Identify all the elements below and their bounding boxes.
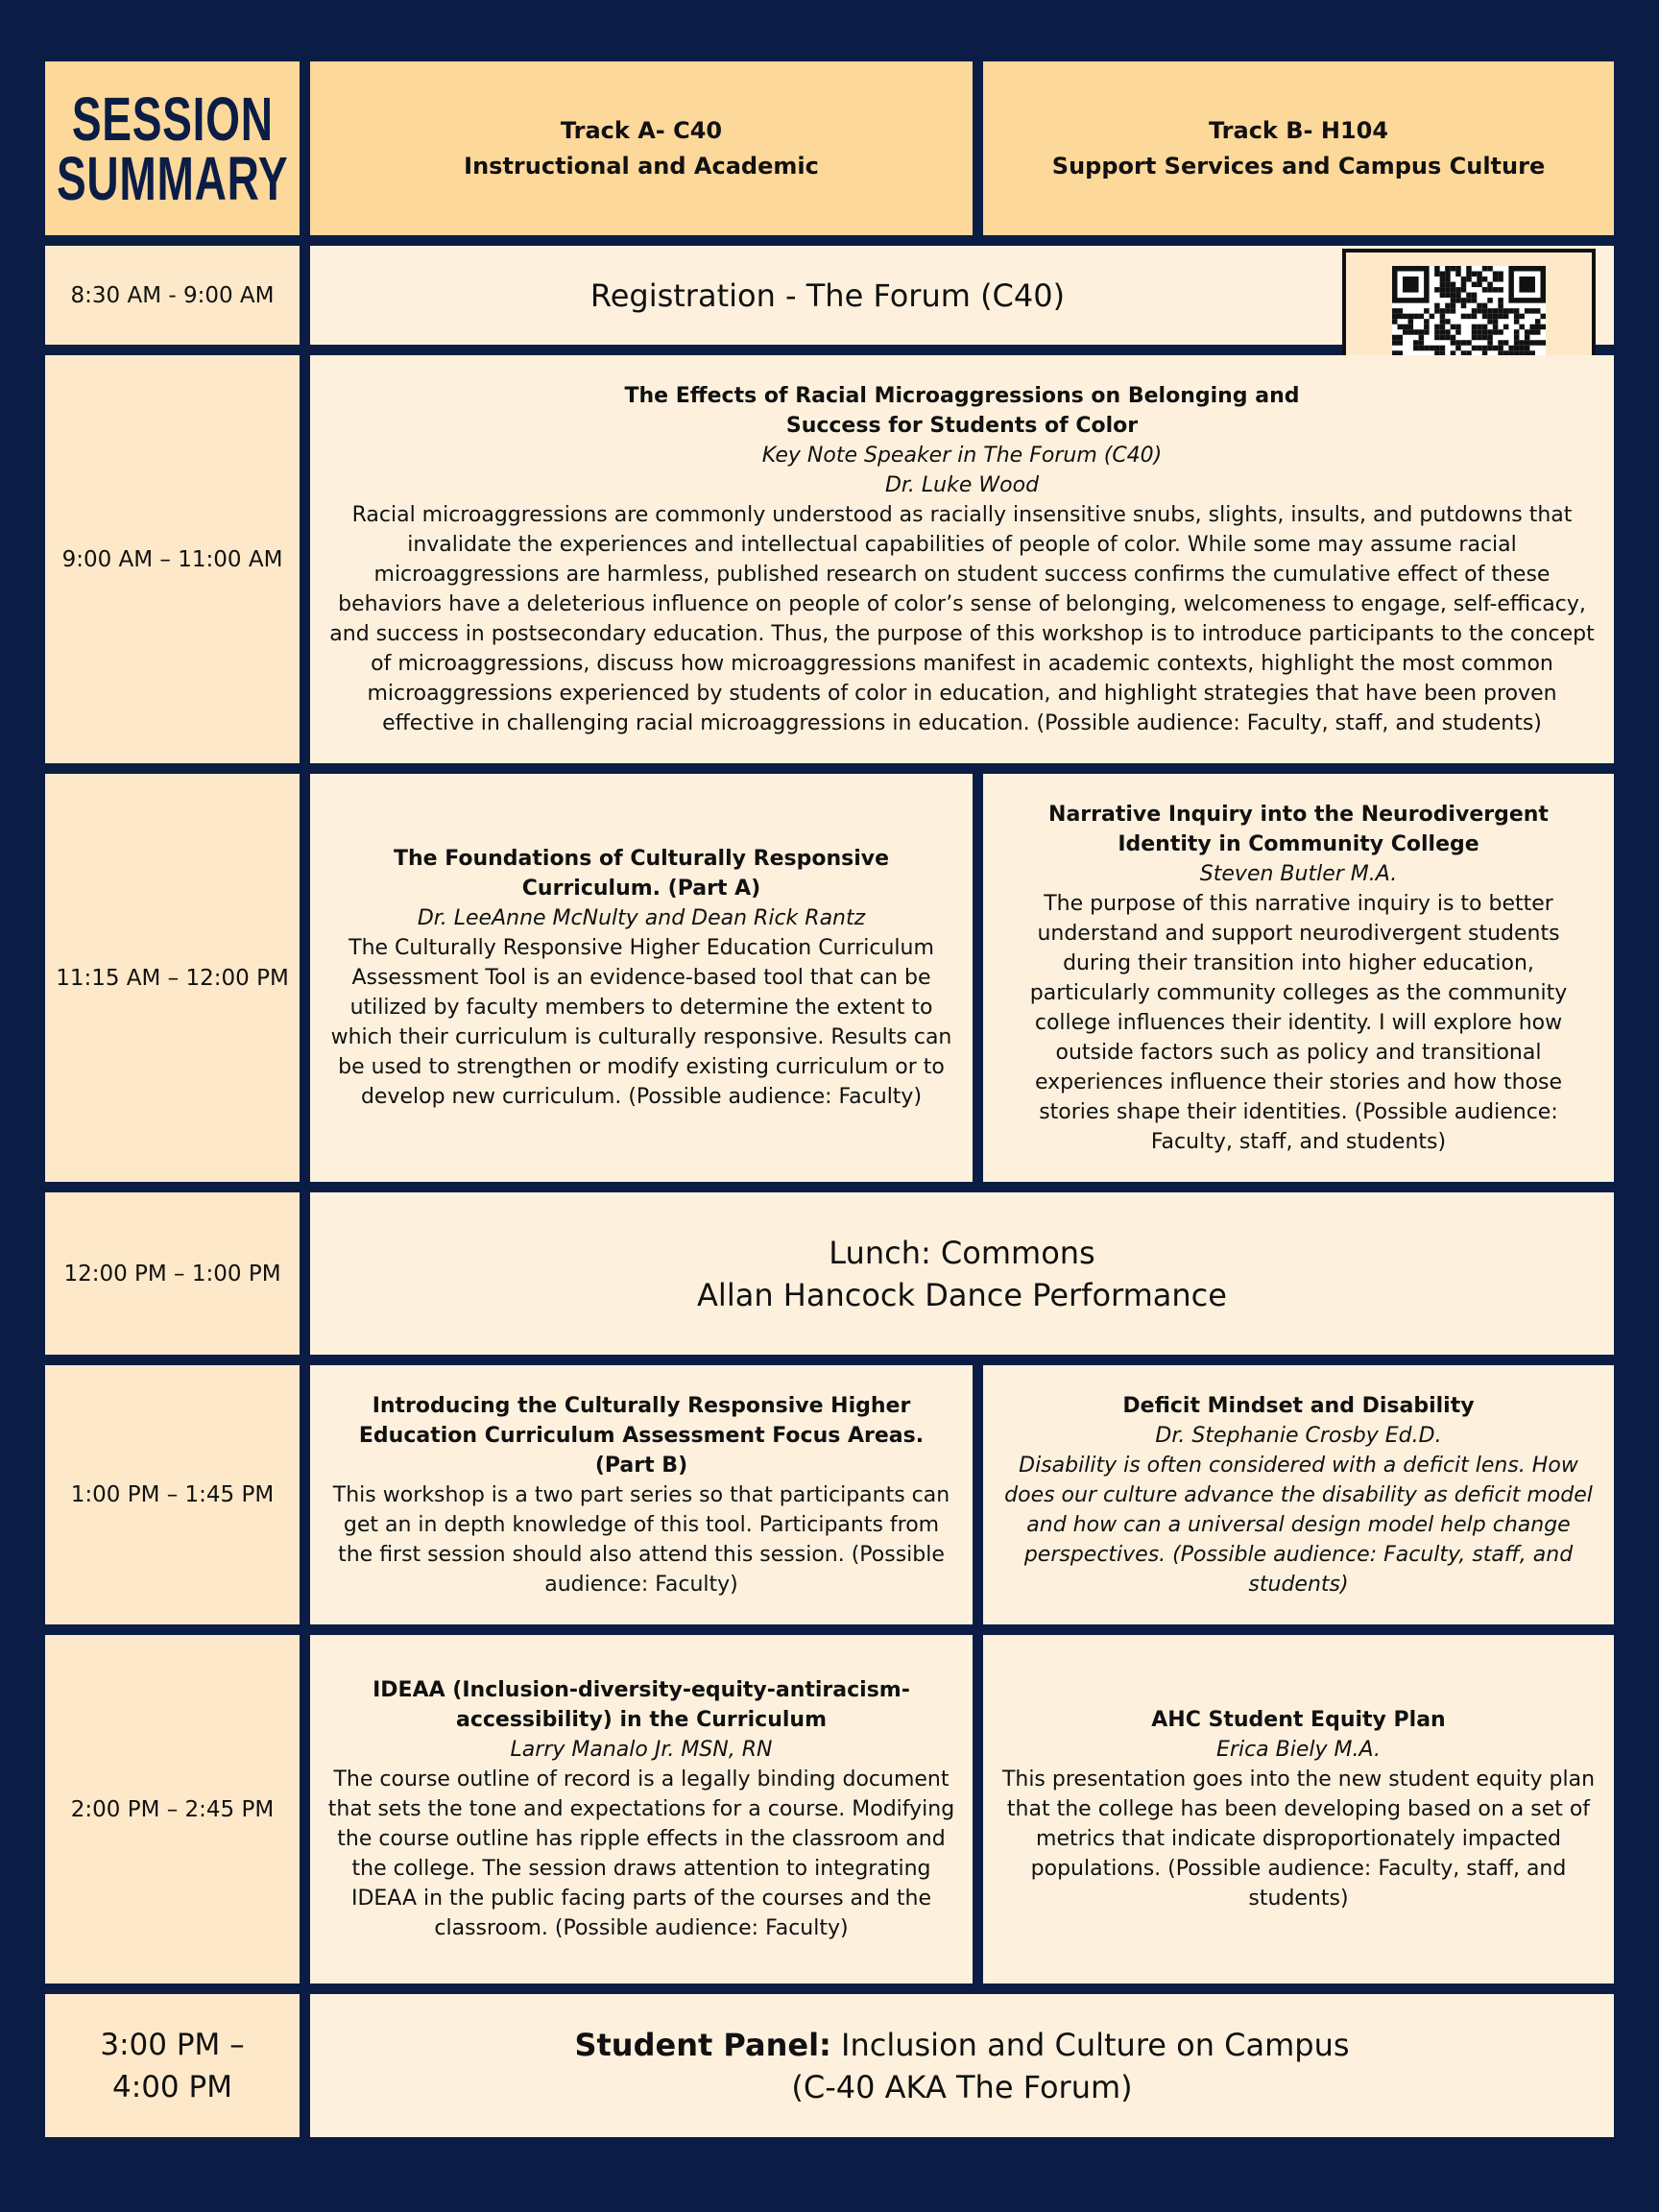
session-5b-speaker: Dr. Stephanie Crosby Ed.D. [1155, 1423, 1442, 1448]
session-5b [983, 1365, 1614, 1624]
time-slot-row2: 9:00 AM – 11:00 AM [45, 355, 300, 763]
time-slot-row1: 8:30 AM - 9:00 AM [45, 246, 300, 345]
title-line-2: SUMMARY [56, 143, 289, 213]
session-3b-speaker: Steven Butler M.A. [1199, 861, 1398, 886]
session-5b-description: Disability is often considered with a deficit lens. How does our culture advance the disability as deficit model and how can a universal design model help change perspectives. (Possible audience: Faculty, staff, and students) [1004, 1453, 1593, 1597]
track-b-name: Track B- H104 [1208, 116, 1389, 144]
track-a-header [310, 61, 973, 235]
time-row7-line1: 3:00 PM – [100, 2027, 245, 2062]
time-slot-row3: 11:15 AM – 12:00 PM [45, 774, 300, 1182]
registration-text: Registration - The Forum (C40) [589, 276, 1066, 314]
time-row7-line2: 4:00 PM [112, 2069, 232, 2104]
keynote-speaker: Dr. Luke Wood [884, 472, 1040, 497]
time-slot-row6: 2:00 PM – 2:45 PM [45, 1635, 300, 1984]
session-5a-description: This workshop is a two part series so that participants can get an in depth knowledge of this tool. Participants from the first session should also attend this session. (Possible audience: Faculty) [332, 1482, 950, 1597]
time-slot-row7 [45, 1994, 300, 2137]
session-3a-speaker: Dr. LeeAnne McNulty and Dean Rick Rantz [417, 906, 866, 930]
track-a-category: Instructional and Academic [464, 152, 819, 180]
track-b-header [983, 61, 1614, 235]
student-panel-topic: Inclusion and Culture on Campus [830, 2026, 1350, 2063]
student-panel-location: (C-40 AKA The Forum) [791, 2068, 1133, 2105]
keynote-title-line2: Success for Students of Color [785, 413, 1139, 438]
student-panel-label: Student Panel: [574, 2026, 831, 2063]
session-6b [983, 1635, 1614, 1984]
session-5a-title: Introducing the Culturally Responsive Higher Education Curriculum Assessment Focus Areas. (Part B) [358, 1393, 925, 1478]
time-slot-row4: 12:00 PM – 1:00 PM [45, 1192, 300, 1355]
lunch-line1: Lunch: Commons [829, 1234, 1095, 1271]
session-3b-title: Narrative Inquiry into the Neurodivergent Identity in Community College [1048, 802, 1549, 856]
session-3a-description: The Culturally Responsive Higher Education Curriculum Assessment Tool is an evidence-based tool that can be utilized by faculty members to determine the extent to which their curriculum is culturally responsive. Results can be used to strengthen or modify existing curriculum or to develop new curriculum. (Possible audience: Faculty) [330, 936, 952, 1109]
student-panel-cell [310, 1994, 1614, 2137]
track-b-category: Support Services and Campus Culture [1051, 152, 1546, 180]
session-6b-title: AHC Student Equity Plan [1151, 1708, 1446, 1732]
keynote-session [310, 355, 1614, 763]
session-5b-title: Deficit Mindset and Disability [1122, 1393, 1475, 1418]
session-3a-title: The Foundations of Culturally Responsive Curriculum. (Part A) [393, 847, 890, 901]
lunch-cell [310, 1192, 1614, 1355]
session-3b-description: The purpose of this narrative inquiry is to better understand and support neurodivergent students during their transition into higher education, particularly community colleges as the community college influences their identity. I will explore how outside factors such as policy and transitional experiences influence their stories and how those stories shape their identities. (Possible audience: Faculty, staff, and students) [1029, 891, 1568, 1154]
session-6a-description: The course outline of record is a legally binding document that sets the tone and expectations for a course. Modifying the course outline has ripple effects in the classroom and the college. The session draws attention to integrating IDEAA in the public facing parts of the courses and the classroom. (Possible audience: Faculty) [327, 1767, 955, 1940]
session-3b [983, 774, 1614, 1182]
session-5a [310, 1365, 973, 1624]
track-a-name: Track A- C40 [560, 116, 723, 144]
session-summary-title [45, 61, 300, 235]
session-6b-speaker: Erica Biely M.A. [1216, 1738, 1381, 1762]
time-slot-row5: 1:00 PM – 1:45 PM [45, 1365, 300, 1624]
title-line-1: SESSION [71, 84, 274, 154]
session-6a [310, 1635, 973, 1984]
keynote-subtitle: Key Note Speaker in The Forum (C40) [761, 443, 1163, 468]
session-3a [310, 774, 973, 1182]
session-6b-description: This presentation goes into the new student equity plan that the college has been developing based on a set of metrics that indicate disproportionately impacted populations. (Possible audience: Faculty, staff, and students) [1001, 1767, 1596, 1911]
session-6a-speaker: Larry Manalo Jr. MSN, RN [510, 1738, 773, 1762]
session-6a-title: IDEAA (Inclusion-diversity-equity-antiracism-accessibility) in the Curriculum [373, 1678, 910, 1732]
keynote-description: Racial microaggressions are commonly understood as racially insensitive snubs, slights, insults, and putdowns that invalidate the experiences and intellectual capabilities of people of color. While some may assume racial microaggressions are harmless, published research on student success confirms the cumulative effect of these behaviors have a deleterious influence on people of color’s sense of belonging, welcomeness to engage, self-efficacy, and success in postsecondary education. Thus, the purpose of this workshop is to introduce participants to the concept of microaggressions, discuss how microaggressions manifest in academic contexts, highlight the most common microaggressions experienced by students of color in education, and highlight strategies that have been proven effective in challenging racial microaggressions in education. (Possible audience: Faculty, staff, and students) [329, 502, 1595, 735]
keynote-title-line1: The Effects of Racial Microaggressions on Belonging and [624, 383, 1300, 408]
lunch-line2: Allan Hancock Dance Performance [697, 1276, 1227, 1313]
student-panel-line1 [574, 2024, 1349, 2066]
